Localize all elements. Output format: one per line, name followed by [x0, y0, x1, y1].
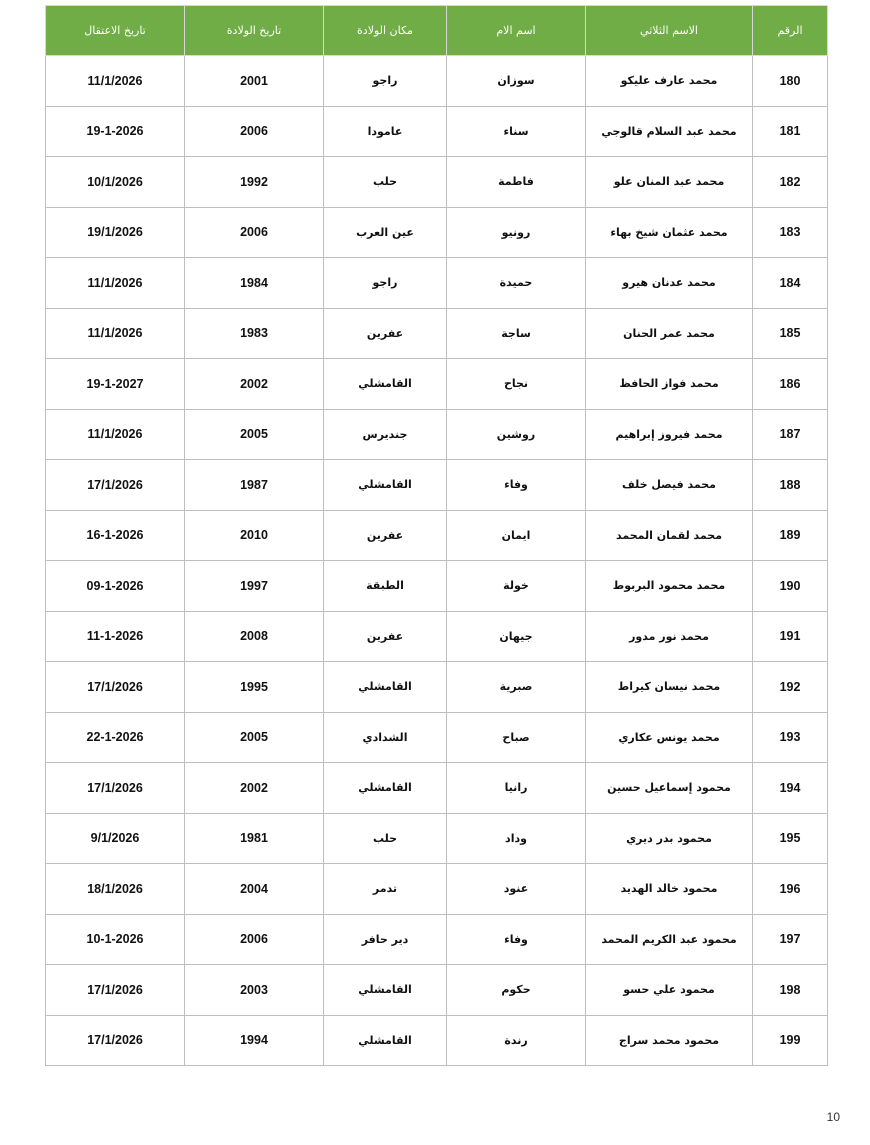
cell-mother-name: نجاح [447, 359, 586, 410]
cell-birth-place: راجو [324, 56, 447, 107]
cell-birth-date: 2005 [185, 712, 324, 763]
cell-birth-date: 2006 [185, 106, 324, 157]
table-row [46, 611, 828, 662]
header-full-name: الاسم الثلاثي [586, 6, 753, 56]
cell-birth-date: 1987 [185, 460, 324, 511]
cell-number: 187 [753, 409, 828, 460]
cell-detention-date: 17/1/2026 [46, 662, 185, 713]
cell-mother-name: وفاء [447, 914, 586, 965]
cell-birth-date: 2001 [185, 56, 324, 107]
cell-birth-date: 2002 [185, 359, 324, 410]
cell-number: 183 [753, 207, 828, 258]
cell-full-name: محمود خالد الهديد [586, 864, 753, 915]
cell-detention-date: 18/1/2026 [46, 864, 185, 915]
cell-birth-place: القامشلي [324, 763, 447, 814]
cell-mother-name: رانيا [447, 763, 586, 814]
cell-full-name: محمد محمود البربوط [586, 561, 753, 612]
table-row [46, 409, 828, 460]
cell-detention-date: 17/1/2026 [46, 460, 185, 511]
cell-birth-place: جنديرس [324, 409, 447, 460]
cell-birth-date: 2004 [185, 864, 324, 915]
cell-number: 180 [753, 56, 828, 107]
cell-detention-date: 19-1-2026 [46, 106, 185, 157]
cell-full-name: محمد فيصل خلف [586, 460, 753, 511]
cell-number: 185 [753, 308, 828, 359]
cell-birth-place: القامشلي [324, 460, 447, 511]
cell-mother-name: ايمان [447, 510, 586, 561]
cell-mother-name: حكوم [447, 965, 586, 1016]
cell-full-name: محمد لقمان المحمد [586, 510, 753, 561]
cell-detention-date: 17/1/2026 [46, 965, 185, 1016]
header-birth-date: تاريخ الولادة [185, 6, 324, 56]
table-row [46, 662, 828, 713]
header-birth-place: مكان الولادة [324, 6, 447, 56]
cell-detention-date: 22-1-2026 [46, 712, 185, 763]
cell-full-name: محمد نور مدور [586, 611, 753, 662]
cell-full-name: محمد عارف عليكو [586, 56, 753, 107]
table-row [46, 561, 828, 612]
cell-birth-date: 1994 [185, 1015, 324, 1066]
cell-number: 196 [753, 864, 828, 915]
cell-detention-date: 19/1/2026 [46, 207, 185, 258]
cell-number: 189 [753, 510, 828, 561]
table-row [46, 359, 828, 410]
cell-birth-place: دير حافر [324, 914, 447, 965]
cell-full-name: محمد عبد السلام قالوجي [586, 106, 753, 157]
header-mother-name: اسم الام [447, 6, 586, 56]
cell-detention-date: 10-1-2026 [46, 914, 185, 965]
cell-full-name: محمد فواز الحافظ [586, 359, 753, 410]
cell-mother-name: ساجة [447, 308, 586, 359]
table-row [46, 207, 828, 258]
cell-number: 194 [753, 763, 828, 814]
cell-detention-date: 11/1/2026 [46, 56, 185, 107]
table-row [46, 106, 828, 157]
detainee-table [45, 5, 828, 1066]
cell-birth-place: تدمر [324, 864, 447, 915]
table-row [46, 56, 828, 107]
cell-number: 199 [753, 1015, 828, 1066]
cell-detention-date: 17/1/2026 [46, 763, 185, 814]
cell-full-name: محمد عثمان شيخ بهاء [586, 207, 753, 258]
cell-birth-place: القامشلي [324, 1015, 447, 1066]
cell-birth-place: عفرين [324, 308, 447, 359]
table-row [46, 258, 828, 309]
header-number: الرقم [753, 6, 828, 56]
cell-birth-place: الشدادي [324, 712, 447, 763]
cell-mother-name: رندة [447, 1015, 586, 1066]
cell-detention-date: 19-1-2027 [46, 359, 185, 410]
cell-birth-place: راجو [324, 258, 447, 309]
cell-detention-date: 11/1/2026 [46, 409, 185, 460]
cell-birth-date: 1983 [185, 308, 324, 359]
cell-detention-date: 10/1/2026 [46, 157, 185, 208]
cell-birth-place: الطبقة [324, 561, 447, 612]
cell-full-name: محمد عبد المنان علو [586, 157, 753, 208]
cell-birth-date: 2006 [185, 207, 324, 258]
cell-birth-place: القامشلي [324, 965, 447, 1016]
cell-mother-name: عنود [447, 864, 586, 915]
cell-birth-date: 1995 [185, 662, 324, 713]
cell-number: 184 [753, 258, 828, 309]
cell-mother-name: وداد [447, 813, 586, 864]
cell-birth-place: عين العرب [324, 207, 447, 258]
cell-birth-place: حلب [324, 157, 447, 208]
cell-number: 188 [753, 460, 828, 511]
cell-detention-date: 11/1/2026 [46, 258, 185, 309]
cell-birth-date: 2005 [185, 409, 324, 460]
cell-birth-place: عامودا [324, 106, 447, 157]
cell-birth-date: 1981 [185, 813, 324, 864]
table-row [46, 712, 828, 763]
cell-full-name: محمود بدر ديري [586, 813, 753, 864]
cell-full-name: محمد يونس عكاري [586, 712, 753, 763]
cell-mother-name: رونيو [447, 207, 586, 258]
table-row [46, 864, 828, 915]
cell-number: 182 [753, 157, 828, 208]
cell-full-name: محمد عدنان هيرو [586, 258, 753, 309]
cell-full-name: محمود محمد سراج [586, 1015, 753, 1066]
table-row [46, 813, 828, 864]
page-number: 10 [826, 1110, 840, 1124]
cell-detention-date: 11/1/2026 [46, 308, 185, 359]
cell-mother-name: جيهان [447, 611, 586, 662]
cell-birth-date: 2006 [185, 914, 324, 965]
cell-full-name: محمود علي حسو [586, 965, 753, 1016]
cell-number: 186 [753, 359, 828, 410]
cell-birth-date: 2010 [185, 510, 324, 561]
cell-birth-date: 1984 [185, 258, 324, 309]
cell-birth-date: 1992 [185, 157, 324, 208]
cell-birth-place: عفرين [324, 611, 447, 662]
cell-number: 198 [753, 965, 828, 1016]
cell-full-name: محمد فيروز إبراهيم [586, 409, 753, 460]
cell-number: 195 [753, 813, 828, 864]
cell-full-name: محمد نيسان كيراط [586, 662, 753, 713]
cell-mother-name: صبرية [447, 662, 586, 713]
header-detention-date: تاريخ الاعتقال [46, 6, 185, 56]
cell-number: 192 [753, 662, 828, 713]
cell-mother-name: خولة [447, 561, 586, 612]
cell-mother-name: صباح [447, 712, 586, 763]
cell-mother-name: فاطمة [447, 157, 586, 208]
table-row [46, 460, 828, 511]
cell-detention-date: 16-1-2026 [46, 510, 185, 561]
table-row [46, 510, 828, 561]
cell-number: 197 [753, 914, 828, 965]
table-row [46, 157, 828, 208]
cell-mother-name: حميدة [447, 258, 586, 309]
cell-birth-date: 2008 [185, 611, 324, 662]
cell-mother-name: سوزان [447, 56, 586, 107]
cell-mother-name: سناء [447, 106, 586, 157]
cell-birth-date: 2003 [185, 965, 324, 1016]
cell-mother-name: روشين [447, 409, 586, 460]
cell-birth-date: 2002 [185, 763, 324, 814]
table-row [46, 763, 828, 814]
cell-birth-place: القامشلي [324, 662, 447, 713]
cell-detention-date: 9/1/2026 [46, 813, 185, 864]
cell-detention-date: 17/1/2026 [46, 1015, 185, 1066]
table-row [46, 1015, 828, 1066]
cell-full-name: محمد عمر الحنان [586, 308, 753, 359]
cell-number: 191 [753, 611, 828, 662]
cell-detention-date: 11-1-2026 [46, 611, 185, 662]
table-row [46, 308, 828, 359]
cell-birth-date: 1997 [185, 561, 324, 612]
cell-number: 181 [753, 106, 828, 157]
table-row [46, 914, 828, 965]
cell-birth-place: عفرين [324, 510, 447, 561]
cell-birth-place: حلب [324, 813, 447, 864]
cell-mother-name: وفاء [447, 460, 586, 511]
cell-full-name: محمود إسماعيل حسين [586, 763, 753, 814]
cell-birth-place: القامشلي [324, 359, 447, 410]
cell-detention-date: 09-1-2026 [46, 561, 185, 612]
cell-number: 193 [753, 712, 828, 763]
table-row [46, 965, 828, 1016]
cell-full-name: محمود عبد الكريم المحمد [586, 914, 753, 965]
cell-number: 190 [753, 561, 828, 612]
table-body [46, 56, 828, 1066]
table-header-row [46, 6, 828, 56]
